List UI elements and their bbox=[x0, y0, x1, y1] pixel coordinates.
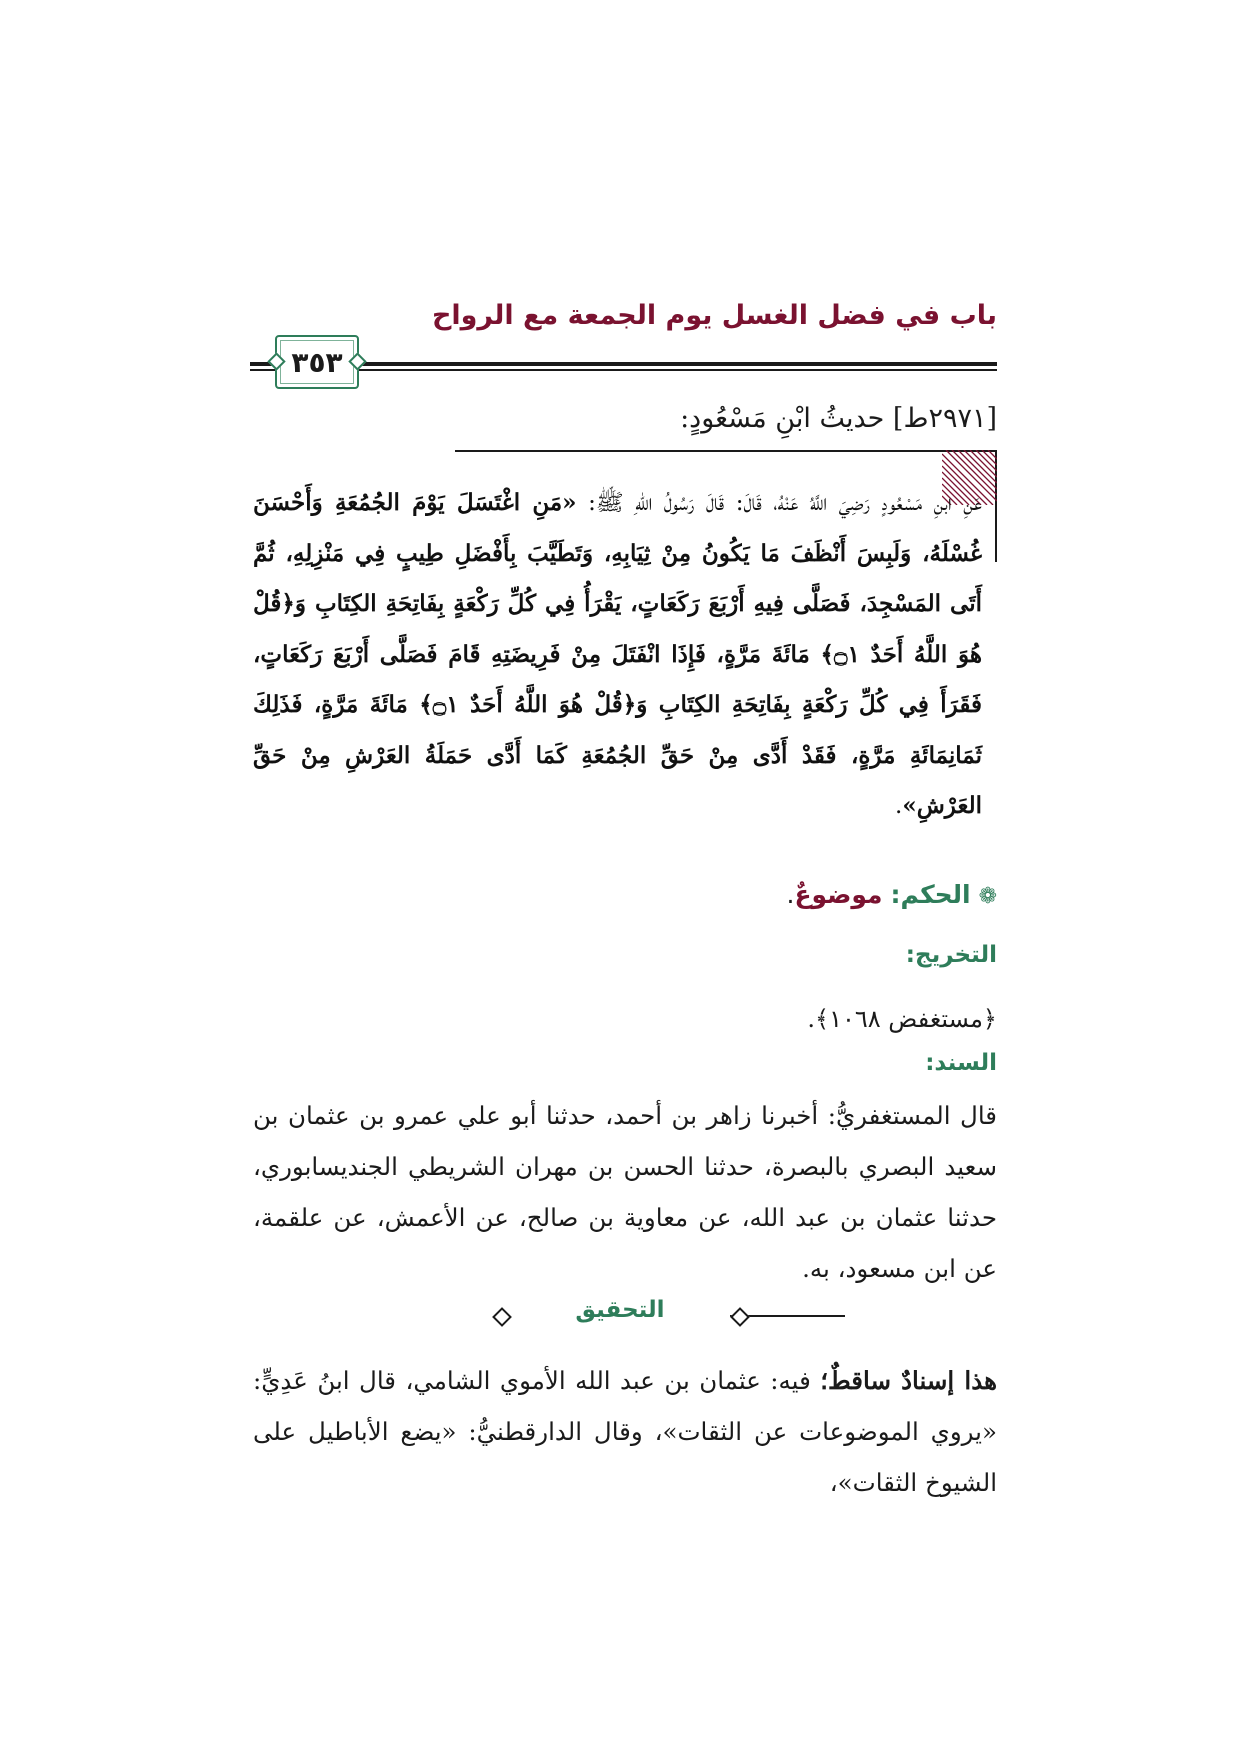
takhrij-heading: التخريج: bbox=[905, 942, 997, 968]
page-number-badge bbox=[275, 335, 359, 389]
sanad-heading: السند: bbox=[925, 1050, 997, 1076]
ruling-label: الحكم: bbox=[890, 880, 971, 909]
ornament-diamond-icon bbox=[267, 352, 285, 370]
flower-ornament-icon: ❁ bbox=[978, 884, 997, 909]
ruling-line bbox=[787, 880, 997, 909]
hadith-matn: «مَنِ اغْتَسَلَ يَوْمَ الجُمُعَةِ وَأَحْسَنَ غُسْلَهُ، وَلَبِسَ أَنْظَفَ مَا يَكُونُ مِنْ ثِيَابِهِ، وَتَطَيَّبَ بِأَفْضَلِ طِيبٍ فِي مَنْزِلِهِ، ثُمَّ أَتَى المَسْجِدَ، فَصَلَّى فِيهِ أَرْبَعَ رَكَعَاتٍ، يَقْرَأُ فِي كُلِّ رَكْعَةٍ بِفَاتِحَةِ الكِتَابِ وَ﴿قُلْ هُوَ اللَّهُ أَحَدٌ ۝١﴾ مَائَةَ مَرَّةٍ، فَإِذَا انْفَتَلَ مِنْ فَرِيضَتِهِ قَامَ فَصَلَّى أَرْبَعَ رَكَعَاتٍ، فَقَرَأَ فِي كُلِّ رَكْعَةٍ بِفَاتِحَةِ الكِتَابِ وَ﴿قُلْ هُوَ اللَّهُ أَحَدٌ ۝١﴾ مَائَةَ مَرَّةٍ، فَذَلِكَ ثَمَانِمَائَةِ مَرَّةٍ، فَقَدْ أَدَّى مِنْ حَقِّ الجُمُعَةِ كَمَا أَدَّى حَمَلَةُ العَرْشِ مِنْ حَقِّ العَرْشِ» bbox=[253, 489, 982, 819]
page-number: ٣٥٣ bbox=[291, 345, 343, 379]
tahqiq-heading: التحقيق bbox=[575, 1297, 665, 1323]
hadith-closing: . bbox=[895, 793, 903, 819]
hadith-text-block bbox=[253, 478, 982, 832]
header-rule-thin bbox=[250, 369, 997, 371]
ornament-diamond-icon bbox=[348, 352, 366, 370]
ruling-end: . bbox=[786, 880, 795, 909]
takhrij-reference: ﴿مستغفض ١٠٦٨﴾. bbox=[807, 1005, 997, 1033]
hadith-intro: عَنِ ابنِ مَسْعُودٍ رَضِيَ اللَّهُ عَنْهُ، قَالَ: قَالَ رَسُولُ اللهِ ﷺ: bbox=[576, 490, 983, 516]
hadith-title: [٢٩٧١ط] حديثُ ابْنِ مَسْعُودٍ: bbox=[680, 403, 997, 434]
tahqiq-text: فيه: عثمان بن عبد الله الأموي الشامي، قال ابنُ عَدِيٍّ: «يروي الموضوعات عن الثقات»، وقال الدارقطنيُّ: «يضع الأباطيل على الشيوخ الثقات»، bbox=[253, 1366, 997, 1497]
tahqiq-lead: هذا إسنادٌ ساقطٌ؛ bbox=[820, 1366, 997, 1395]
tahqiq-paragraph bbox=[253, 1355, 997, 1508]
sanad-paragraph: قال المستغفريُّ: أخبرنا زاهر بن أحمد، حدثنا أبو علي عمرو بن عثمان بن سعيد البصري بالبصرة، حدثنا الحسن بن مهران الشريطي الجنديسابوري، حدثنا عثمان بن عبد الله، عن معاوية بن صالح، عن الأعمش، عن علقمة، عن ابن مسعود، به. bbox=[253, 1101, 997, 1283]
hadith-frame-top bbox=[455, 450, 997, 452]
ruling-value: موضوعٌ bbox=[794, 880, 883, 909]
chapter-header-title: باب في فضل الغسل يوم الجمعة مع الرواح bbox=[431, 300, 997, 331]
